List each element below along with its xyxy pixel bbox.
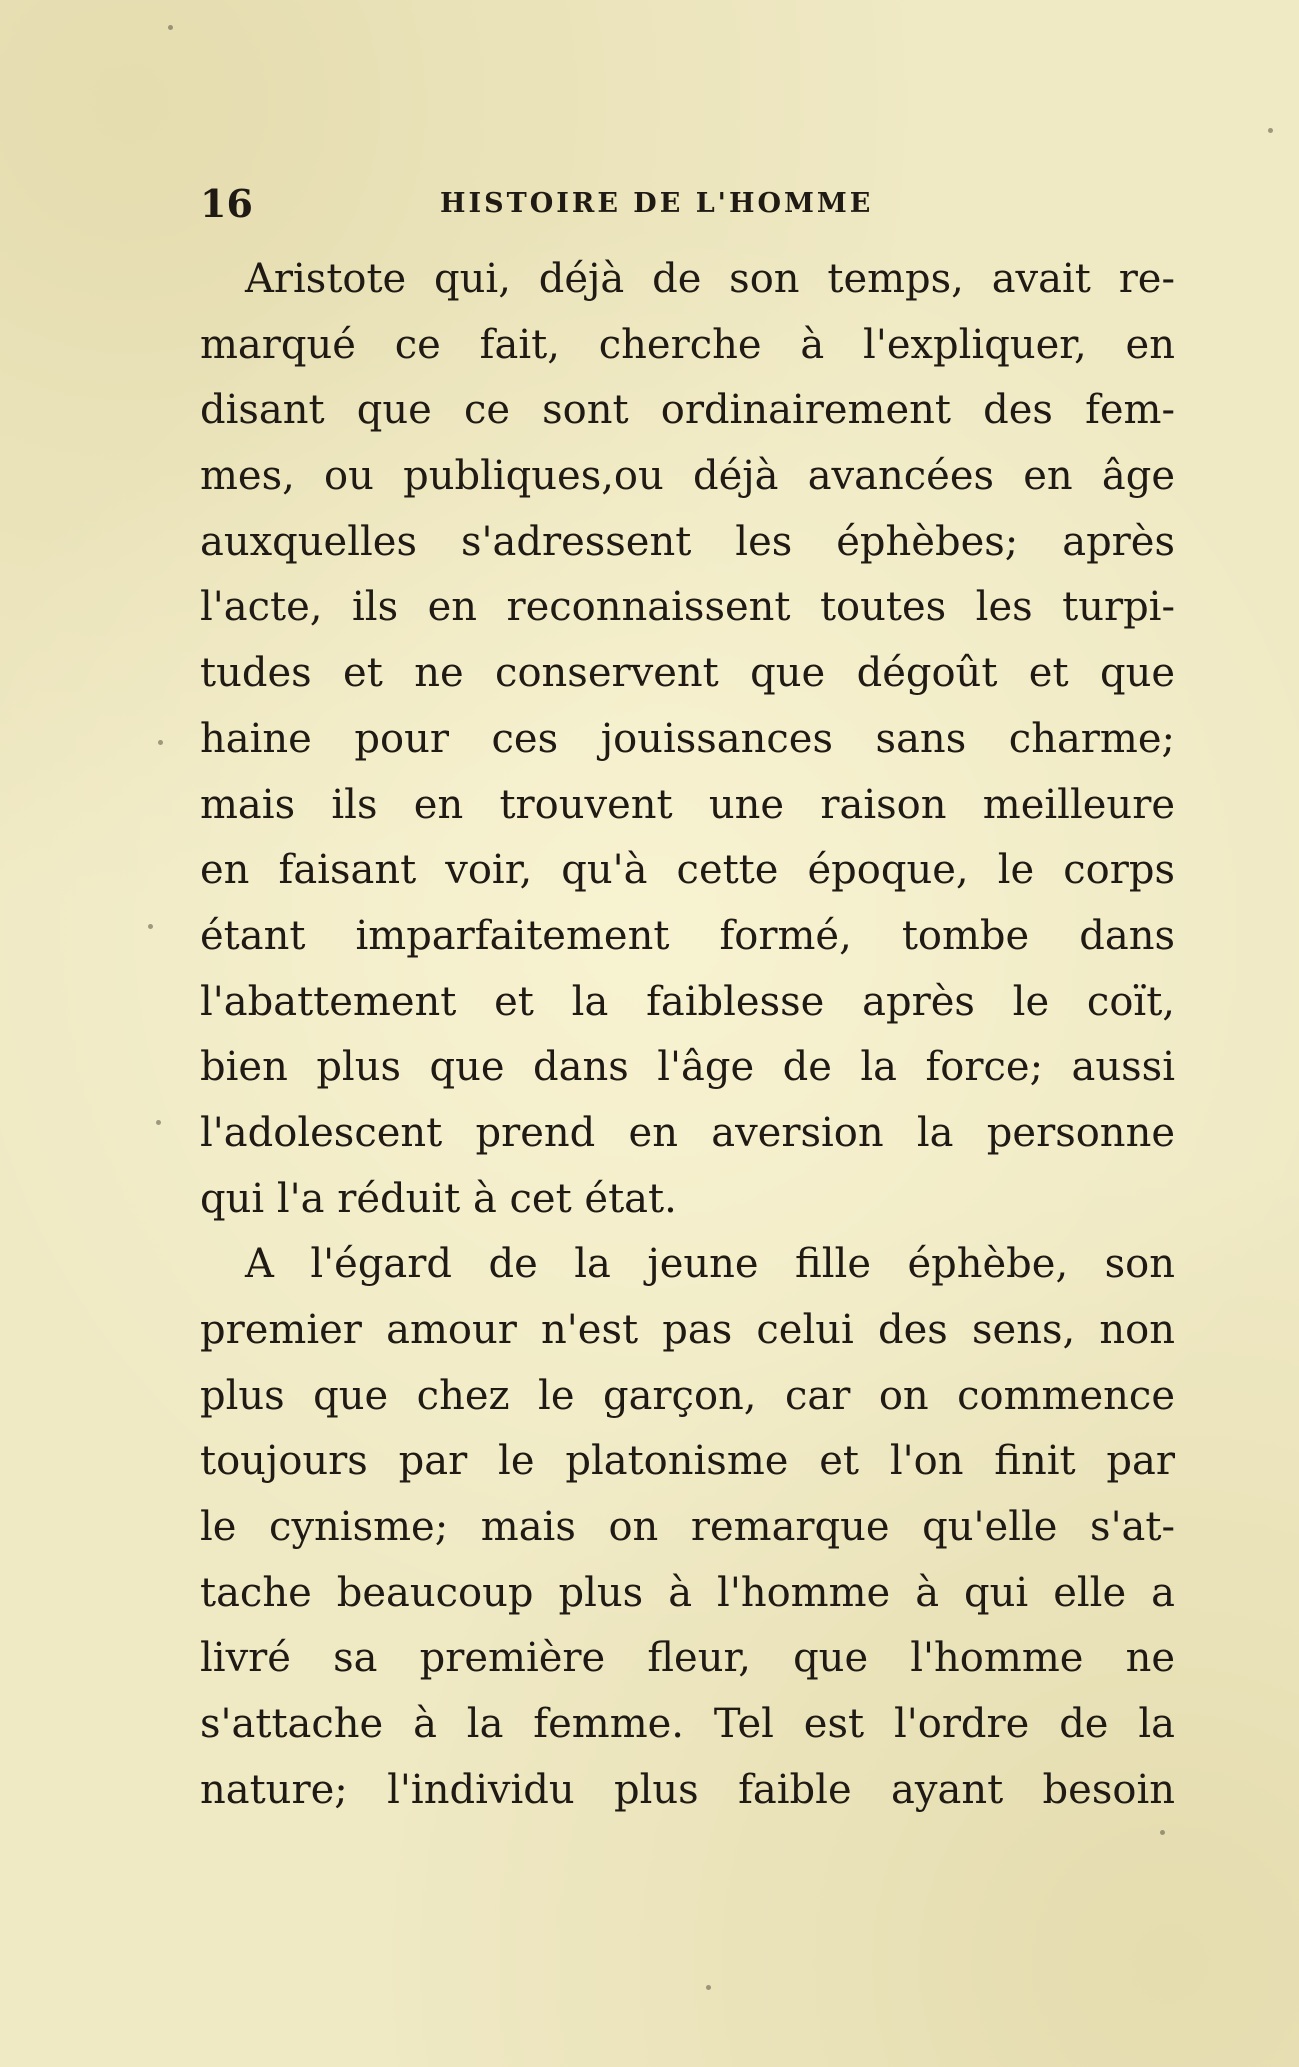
text-line: le cynisme; mais on remarque qu'elle s'at- xyxy=(200,1504,1175,1551)
paper-speck xyxy=(156,1120,161,1125)
text-line: toujours par le platonisme et l'on finit par xyxy=(200,1438,1175,1485)
text-line: marqué ce fait, cherche à l'expliquer, en xyxy=(200,321,1175,368)
text-line: tache beaucoup plus à l'homme à qui elle a xyxy=(200,1569,1175,1616)
text-line: Aristote qui, déjà de son temps, avait re- xyxy=(245,256,1175,302)
text-line: livré sa première fleur, que l'homme ne xyxy=(200,1635,1175,1682)
text-line: disant que ce sont ordinairement des fem- xyxy=(200,387,1175,434)
text-line: qui l'a réduit à cet état. xyxy=(200,1175,677,1222)
body-text xyxy=(200,247,1175,1824)
text-line: étant imparfaitement formé, tombe dans xyxy=(200,912,1175,959)
text-line: s'attache à la femme. Tel est l'ordre de la xyxy=(200,1701,1175,1748)
paper-speck xyxy=(148,924,153,929)
text-line: mais ils en trouvent une raison meilleure xyxy=(200,781,1175,828)
text-line: nature; l'individu plus faible ayant besoin xyxy=(200,1766,1175,1813)
page-header xyxy=(200,176,1180,232)
text-line: bien plus que dans l'âge de la force; aussi xyxy=(200,1044,1175,1091)
text-line: l'acte, ils en reconnaissent toutes les turpi- xyxy=(200,584,1175,631)
running-title: HISTOIRE DE L'HOMME xyxy=(440,188,874,219)
page-number: 16 xyxy=(200,181,253,226)
text-line: auxquelles s'adressent les éphèbes; après xyxy=(200,518,1175,565)
text-line: en faisant voir, qu'à cette époque, le corps xyxy=(200,847,1175,894)
text-line: premier amour n'est pas celui des sens, non xyxy=(200,1307,1175,1353)
text-line: l'adolescent prend en aversion la personne xyxy=(200,1109,1175,1156)
paper-speck xyxy=(1268,128,1273,133)
paper-speck xyxy=(706,1985,711,1990)
paper-speck xyxy=(158,740,163,745)
text-line: l'abattement et la faiblesse après le coït, xyxy=(200,978,1175,1025)
text-line: haine pour ces jouissances sans charme; xyxy=(200,715,1175,762)
text-line: plus que chez le garçon, car on commence xyxy=(200,1372,1175,1419)
paper-speck xyxy=(1160,1830,1165,1835)
paper-speck xyxy=(168,25,173,30)
text-line: A l'égard de la jeune fille éphèbe, son xyxy=(245,1241,1175,1288)
text-line: tudes et ne conservent que dégoût et que xyxy=(200,650,1175,697)
text-line: mes, ou publiques,ou déjà avancées en âge xyxy=(200,453,1175,500)
